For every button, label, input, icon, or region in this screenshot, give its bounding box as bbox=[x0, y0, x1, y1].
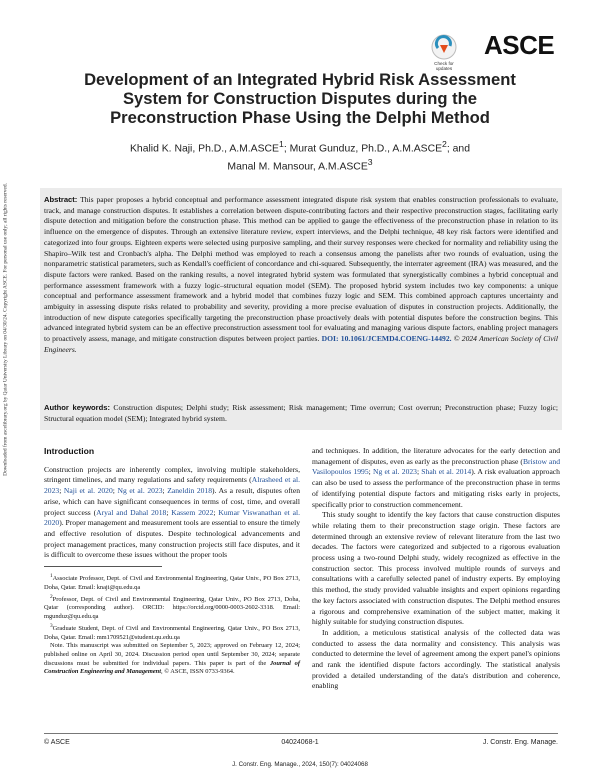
author-3: Manal M. Mansour, A.M.ASCE bbox=[227, 161, 368, 173]
citation-link[interactable]: Kumar Viswanathan et al. 2020 bbox=[44, 507, 300, 528]
abstract-text: This paper proposes a hybrid conceptual and performance assessment integrated dispute risk system that enables construction professionals to evaluate, track, and manage construction disputes. It establishes a correlation between dispute-contributing factors and their respective preconstruction stages, facilitating early dispute detection and mitigation before the construction phase. This method can be applied to gauge the effectiveness of the preconstruction phase in relation to its influence on the emergence of disputes. Through an extensive literature review, expert interviews, and the Delphi technique, 48 key risk factors were identified and categorized into four groups. Eighteen experts were selected using purposive sampling, and their survey responses were checked for normality and reliability using the Shapiro–Wilk test and Cronbach's alpha. The Delphi method was employed to reach a consensus among the panelists after two rounds of evaluation, using the nonparametric statistical parameters, such as Kendall's coefficient of concordance and chi-squared. Subsequently, the interrater agreement (IRA) was measured, and the dispute factors were ranked. Based on the ranking results, a novel integrated hybrid system was formulated that synergistically combines a hybrid conceptual and performance assessment framework with a fuzzy logic–structural equation model (SEM). The proposed hybrid system includes two key components: a unique conceptual and performance assessment framework and a hybrid model that combines fuzzy logic and SEM. This combined approach captures uncertainty and ambiguity in assessing dispute risks related to probability and severity, providing a more precise evaluation of disputes in construction projects. Additionally, the introduction of new dispute categories specifically targeting the preconstruction phase proactively deals with potential disputes before the construction begins. This advanced integrated hybrid system can be an effective preconstruction assessment tool for evaluating and managing various dispute factors, enabling project managers to proactively assess, manage, and mitigate construction disputes between project parties. bbox=[44, 195, 558, 344]
right-paragraph-3: In addition, a meticulous statistical analysis of the collected data was conducted to assess the data normality and consistency. This analysis was conducted to determine the level of agreement among the expert panel's opinions and rank the identified dispute factors accordingly. The statistical analysis provided a detailed understanding of the data's distribution and coherence, enabling bbox=[312, 627, 560, 691]
right-paragraph-1: and techniques. In addition, the literature advocates for the early detection and management of disputes, even as early as the preconstruction phase (Bristow and Vasilopoulos 1995; Ng et al. 2023; Shah et al. 2014). A risk evaluation approach can also be used to assess the performance of the preconstruction phase in terms of identifying potential dispute factors and mitigating risks early in projects, specifically prior to construction commencement. bbox=[312, 446, 561, 509]
footer-copyright: © ASCE bbox=[44, 739, 70, 746]
citation-link[interactable]: Shah et al. 2014 bbox=[421, 467, 472, 477]
author-separator: ; and bbox=[446, 143, 470, 155]
paper-title: Development of an Integrated Hybrid Risk Assessment System for Construction Disputes during the Preconstruction Phase Using the Delphi Method bbox=[84, 70, 516, 127]
abstract-label: Abstract: bbox=[44, 195, 78, 204]
keywords bbox=[44, 403, 558, 424]
footnote-divider bbox=[44, 566, 162, 567]
submission-note: Note. This manuscript was submitted on September 5, 2023; approved on February 12, 2024; published online on April 30, 2024. Discussion period open until September 30, 2024; separate discussions must be submitted for individual papers. This paper is part of the Journal of Construction Engineering and Management, © ASCE, ISSN 0733-9364. bbox=[44, 642, 300, 676]
keywords-label: Author keywords: bbox=[44, 403, 111, 412]
citation-link[interactable]: Ng et al. 2023 bbox=[372, 467, 417, 477]
author-2-affiliation: 2 bbox=[442, 139, 447, 149]
footer-journal: J. Constr. Eng. Manage. bbox=[482, 739, 558, 746]
asce-logo: ASCE bbox=[484, 30, 555, 60]
download-notice: Downloaded from ascelibrary.org by Qatar University Library on 04/30/24. Copyright ASCE. For personal use only; all rights reserved. bbox=[2, 183, 9, 476]
citation-link[interactable]: Alrasheed et al. 2023 bbox=[44, 475, 300, 496]
author-list bbox=[60, 138, 540, 174]
doi-link[interactable]: DOI: 10.1061/JCEMD4.COENG-14492. bbox=[321, 334, 452, 344]
footnote-2: $^2$Professor, Dept. of Civil and Environmental Engineering, Qatar Univ., PO Box 2713, Doha, Qatar (corresponding author). ORCID: https://orcid.org/0000-0003-2602-3318. Email: mgunduz@qu.edu.qa bbox=[44, 593, 300, 621]
footnotes bbox=[44, 572, 300, 677]
citation-link[interactable]: Bristow and Vasilopoulos 1995 bbox=[312, 456, 561, 477]
abstract bbox=[44, 195, 558, 356]
footer-divider bbox=[44, 733, 558, 734]
journal-name: Journal of Construction Engineering and Management bbox=[44, 659, 300, 676]
author-1-affiliation: 1 bbox=[278, 139, 284, 149]
badge-caption-line-2: updates bbox=[435, 66, 453, 71]
citation-link[interactable]: Ng et al. 2023 bbox=[117, 486, 163, 496]
citation-link[interactable]: Naji et al. 2020 bbox=[63, 486, 113, 496]
footer-citation: J. Constr. Eng. Manage., 2024, 150(7): 04024068 bbox=[232, 761, 368, 768]
abstract-copyright: © 2024 American Society of Civil Engineers. bbox=[44, 334, 558, 354]
citation-link[interactable]: Aryal and Dahal 2018 bbox=[96, 507, 167, 517]
right-paragraph-2: This study sought to identify the key factors that cause construction disputes while relating them to their preconstruction stage origin. These factors are determined through an extensive review of relevant literature from the last two decades. The factors were categorized and subjected to a rigorous evaluation process using a two-round Delphi study, widely recognized as effective in the construction sector. This process involved multiple rounds of surveys and consultations with a carefully selected panel of industry experts. By employing this method, the study provided valuable insights and expert opinions regarding the key factors associated with construction disputes. The Delphi method ensures a rigorous and comprehensive examination of the subject matter, making it highly suitable for studying construction disputes. bbox=[312, 510, 560, 627]
author-2: ; Murat Gunduz, Ph.D., A.M.ASCE bbox=[283, 143, 443, 155]
badge-caption-line-1: Check for bbox=[434, 61, 454, 66]
author-3-affiliation: 3 bbox=[367, 156, 373, 167]
introduction-heading: Introduction bbox=[44, 446, 95, 456]
citation-link[interactable]: Kassem 2022 bbox=[171, 507, 214, 517]
citation-link[interactable]: Zaneldin 2018 bbox=[167, 486, 213, 496]
footer-page-id: 04024068-1 bbox=[281, 739, 319, 746]
author-1: Khalid K. Naji, Ph.D., A.M.ASCE bbox=[129, 143, 279, 155]
footnote-1: $^1$Associate Professor, Dept. of Civil and Environmental Engineering, Qatar Univ., PO Box 2713, Doha, Qatar. Email: knaji@qu.edu.qa bbox=[44, 573, 300, 591]
right-column bbox=[312, 446, 560, 692]
footnote-3: $^3$Graduate Student, Dept. of Civil and Environmental Engineering, Qatar Univ., PO Box 2713, Doha, Qatar. Email: mm1709521@student.qu.edu.qa bbox=[44, 622, 300, 641]
intro-paragraph: Construction projects are inherently complex, involving multiple stakeholders, stringent timelines, and many regulations and safety requirements (Alrasheed et al. 2023; Naji et al. 2020; Ng et al. 2023; Zaneldin 2018). As a result, disputes often arise, which can have significant consequences in terms of cost, time, and overall project success (Aryal and Dahal 2018; Kassem 2022; Kumar Viswanathan et al. 2020). Proper management and measurement tools are essential to ensure the timely and effective resolution of disputes. Despite technological advancements and project management practices, many construction projects still face disputes, and it is difficult to overcome these issues without the proper tools bbox=[44, 464, 301, 560]
keywords-text: Construction disputes; Delphi study; Risk assessment; Risk management; Time overrun; Cost overrun; Preconstruction phase; Fuzzy logic; Structural equation model (SEM); Integrated hybrid system. bbox=[44, 403, 558, 423]
left-column bbox=[44, 446, 300, 561]
